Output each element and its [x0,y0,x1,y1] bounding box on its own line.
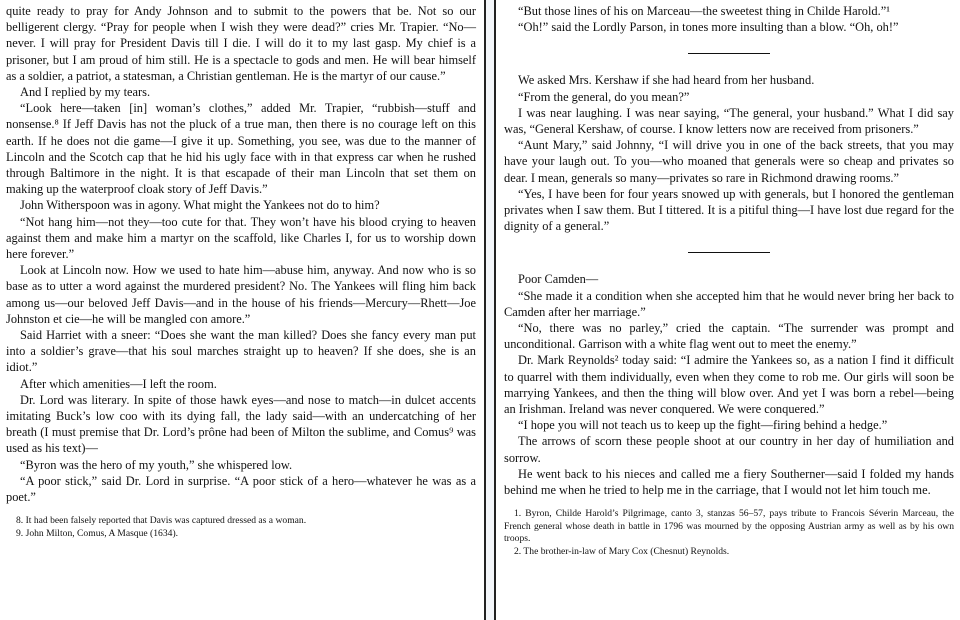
paragraph: “Byron was the hero of my youth,” she whispered low. [20,457,293,472]
paragraph: “Aunt Mary,” said Johnny, “I will drive you in one of the back streets, that you may have your laugh out. To you—who moaned that generals were so cheap and privates so dear. I mean, generals so many—privates so rare in Richmond drawing rooms.” [504,138,954,185]
paragraph: And I replied by my tears. [20,85,151,100]
paragraph: He went back to his nieces and called me a fiery Southerner—said I folded my hands behind me when he tried to help me in the carriage, that I would not let him touch me. [504,466,954,498]
paragraph: Look at Lincoln now. How we used to hate him—abuse him, anyway. And now who is so base as to utter a word against the murdered president? No. The Yankees will fling him back among us—our beloved Jeff Davis—and in the house of his friends—Mercury—Rhett—Joe Johnston et cie—he will be mangled con amore.” [6,263,476,326]
right-page [496,0,960,620]
footnote: 2. The brother-in-law of Mary Cox (Chesnut) Reynolds. [514,545,730,557]
paragraph: “She made it a condition when she accepted him that he would never bring her back to Camden after her marriage.” [504,288,954,319]
page-gutter [484,0,496,620]
footnote: 8. It had been falsely reported that Davis was captured dressed as a woman. [16,515,307,527]
paragraph: Dr. Lord was literary. In spite of those hawk eyes—and nose to match—in dulcet accents imitating Buck’s low coo with its dying fall, the lady said—with an undercatching of her breath (I must premise that Dr. Lord’s prône had been of Milton the sublime, and Comus⁹ was used as his text)— [6,392,476,456]
paragraph: Said Harriet with a sneer: “Does she want the man killed? Does she fancy every man put into a soldier’s grave—that his soul marches straight up to heaven? If she does, she is an idiot.” [6,328,476,375]
paragraph: “Look here—taken [in] woman’s clothes,” added Mr. Trapier, “rubbish—stuff and nonsense.⁸ If Jeff Davis has not the pluck of a true man, then there is no courage left on this earth. If he does not die game—I give it up. Something, you see, was due to the manner of Lincoln and the Scotch cap that he hid his ugly face with in that express car when he rushed through Baltimore in the night. It is that escapade of their man Lincoln that set them on making up the waterproof cloak story of Jeff Davis.” [6,101,476,197]
footnote: 1. Byron, Childe Harold’s Pilgrimage, canto 3, stanzas 56–57, pays tribute to Francois Séverin Marceau, the French general whose death in battle in 1796 was mourned by the opposing Austrian army as well as by his own troops. [504,508,954,545]
right-footnotes [504,508,954,558]
section-divider [688,53,770,54]
paragraph: Dr. Mark Reynolds² today said: “I admire the Yankees so, as a nation I find it difficult to quarrel with them individually, even when they come to rob me. Our girls will soon be marrying Yankees, and then the thing will blow over. And yet I was born a rebel—being an Irishman. Ireland was never conquered. We were conquered.” [504,353,954,417]
paragraph: “But those lines of his on Marceau—the sweetest thing in Childe Harold.”¹ [518,4,890,18]
paragraph: “I hope you will not teach us to keep up the fight—firing behind a hedge.” [518,418,888,433]
paragraph: “A poor stick,” said Dr. Lord in surprise. “A poor stick of a hero—whatever he was as a poet.” [6,473,476,505]
right-body-text [496,0,960,558]
paragraph: quite ready to pray for Andy Johnson and to submit to the powers that be. Not so our belligerent clergy. “Pray for people when I wish they were dead?” cries Mr. Trapier. “No—never. I will pray for President Davis till I die. I will do it to my last gasp. My chief is a prisoner, but I am proud of him still. He is a spectacle to gods and men. He will bear himself as a soldier, a patriot, a statesman, a Christian gentleman. He is the martyr of our cause.” [6,4,476,83]
left-footnotes [6,515,476,540]
footnote: 9. John Milton, Comus, A Masque (1634). [16,527,179,539]
paragraph: The arrows of scorn these people shoot at our country in her day of humiliation and sorrow. [504,434,954,465]
section-divider [688,252,770,253]
paragraph: “Yes, I have been for four years snowed up with generals, but I honored the gentleman privates when I saw them. But I tittered. It is a pitiful thing—I have lost due regard for the dignity of a general.” [504,186,954,234]
paragraph: “No, there was no parley,” cried the captain. “The surrender was prompt and unconditional. Garrison with a white flag went out to meet the enemy.” [504,321,954,352]
paragraph: We asked Mrs. Kershaw if she had heard from her husband. [518,73,815,88]
paragraph: “Not hang him—not they—too cute for that. They won’t have his blood crying to heaven against them and make him a martyr on the scaffold, like Charles I, for us to worship down here forever.” [6,214,476,262]
paragraph: “Oh!” said the Lordly Parson, in tones more insulting than a blow. “Oh, oh!” [518,20,899,35]
paragraph: Poor Camden— [518,272,599,287]
paragraph: After which amenities—I left the room. [20,376,217,391]
paragraph: I was near laughing. I was near saying, “The general, your husband.” What I did say was, “General Kershaw, of course. I know letters now are received from prisoners.” [504,105,954,137]
left-body-text [0,0,484,540]
paragraph: John Witherspoon was in agony. What might the Yankees not do to him? [20,198,380,213]
paragraph: “From the general, do you mean?” [518,89,690,104]
